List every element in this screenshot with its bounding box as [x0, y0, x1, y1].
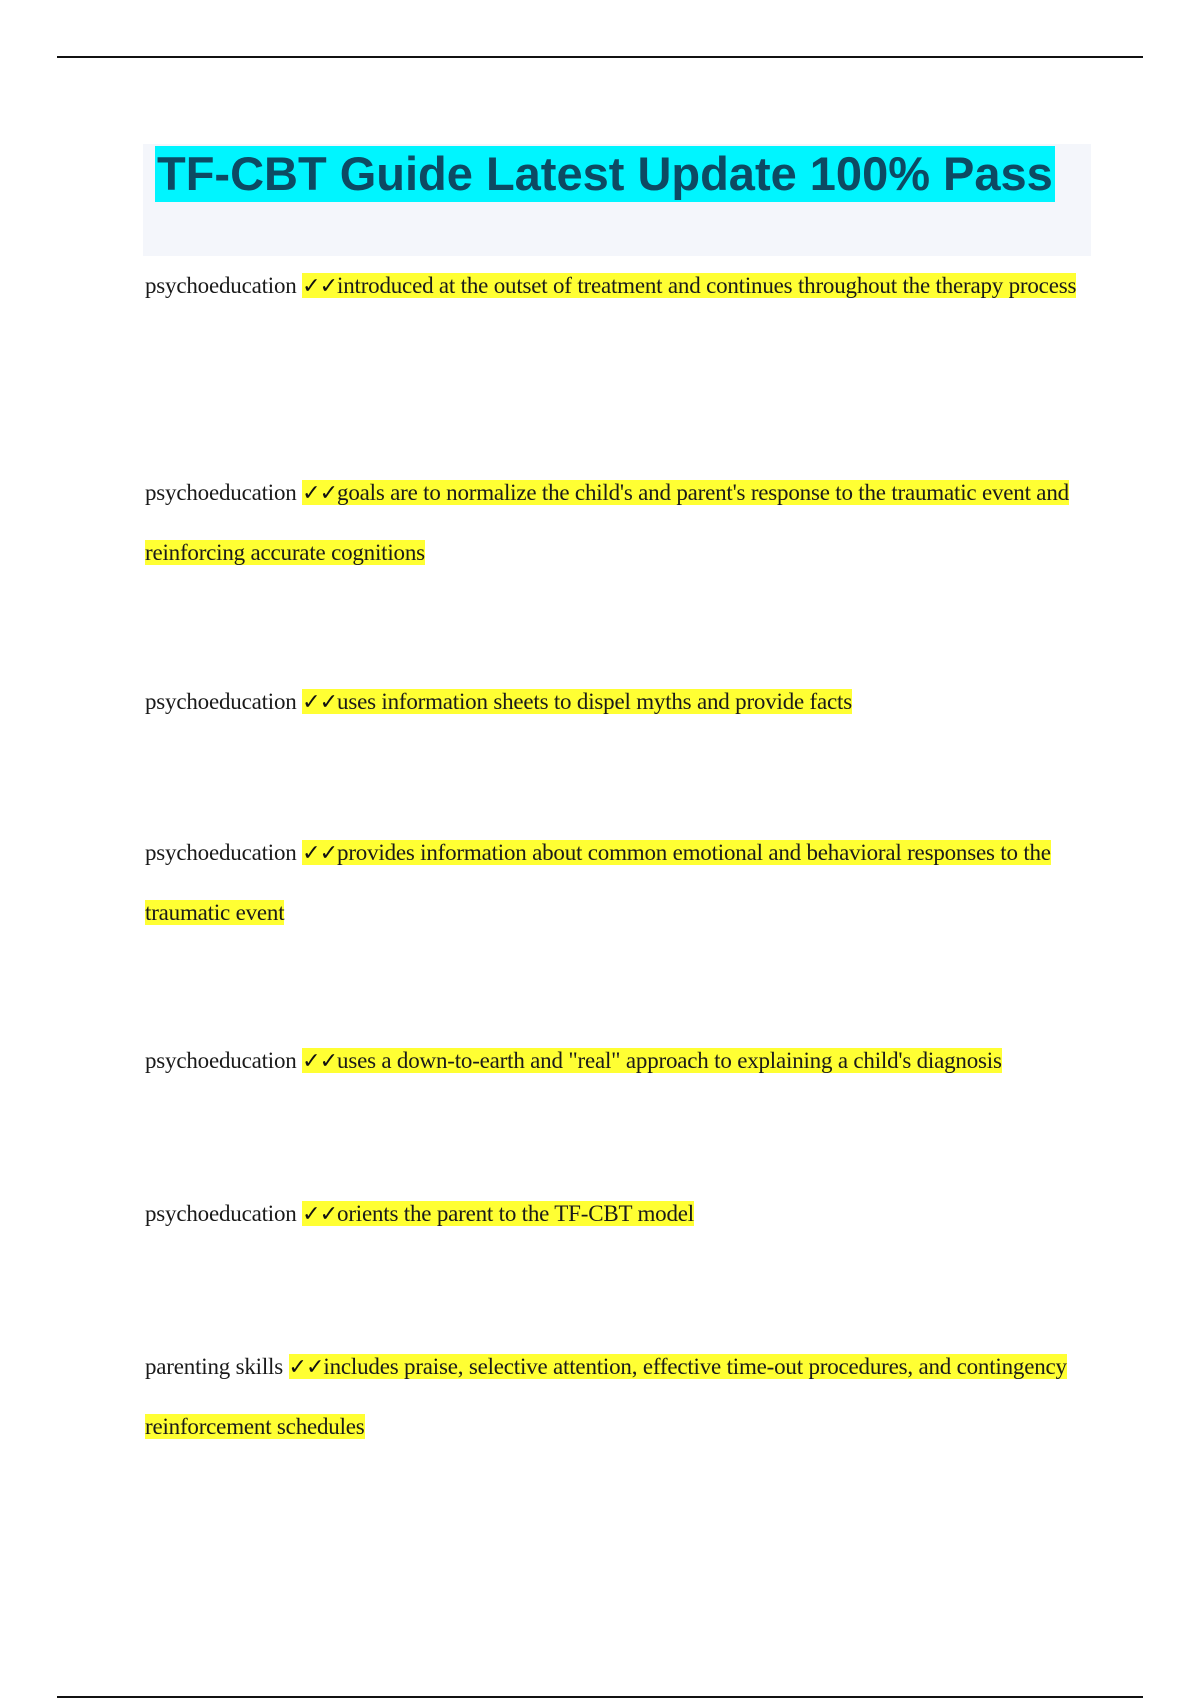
double-check-icon: ✓✓	[288, 1355, 324, 1380]
bottom-rule	[57, 1696, 1143, 1698]
entry-term: psychoeducation	[145, 689, 297, 714]
entry-term: psychoeducation	[145, 480, 297, 505]
flashcard-entry	[145, 256, 1090, 316]
flashcard-entry	[145, 1337, 1090, 1456]
double-check-icon: ✓✓	[302, 274, 338, 299]
entry-answer: uses information sheets to dispel myths and provide facts	[337, 689, 852, 714]
top-rule	[57, 56, 1143, 58]
flashcard-entry	[145, 1031, 1090, 1091]
entry-answer-highlight	[302, 1048, 1002, 1073]
entry-answer: provides information about common emotional and behavioral responses to the traumatic event	[145, 840, 1051, 925]
entry-answer: introduced at the outset of treatment and continues throughout the therapy process	[337, 273, 1077, 298]
double-check-icon: ✓✓	[302, 1202, 338, 1227]
entry-term: parenting skills	[145, 1354, 283, 1379]
double-check-icon: ✓✓	[302, 690, 338, 715]
flashcard-entry	[145, 1184, 1090, 1244]
flashcard-entry	[145, 463, 1090, 582]
entry-answer: includes praise, selective attention, effective time-out procedures, and contingency reinforcement schedules	[145, 1354, 1067, 1439]
document-title: TF-CBT Guide Latest Update 100% Pass	[157, 147, 1053, 200]
entry-answer-highlight	[302, 273, 1076, 298]
entry-term: psychoeducation	[145, 273, 297, 298]
flashcard-entry	[145, 672, 1090, 732]
entry-answer: uses a down-to-earth and "real" approach to explaining a child's diagnosis	[337, 1048, 1002, 1073]
double-check-icon: ✓✓	[302, 1049, 338, 1074]
entry-answer: orients the parent to the TF-CBT model	[337, 1201, 694, 1226]
entry-answer-highlight	[145, 1354, 1067, 1439]
double-check-icon: ✓✓	[302, 481, 338, 506]
entry-answer: goals are to normalize the child's and parent's response to the traumatic event and reinforcing accurate cognitions	[145, 480, 1069, 565]
entry-answer-highlight	[302, 1201, 694, 1226]
entry-term: psychoeducation	[145, 1201, 297, 1226]
entry-answer-highlight	[302, 689, 852, 714]
double-check-icon: ✓✓	[302, 841, 338, 866]
entry-term: psychoeducation	[145, 1048, 297, 1073]
flashcard-entry	[145, 823, 1090, 942]
entry-term: psychoeducation	[145, 840, 297, 865]
